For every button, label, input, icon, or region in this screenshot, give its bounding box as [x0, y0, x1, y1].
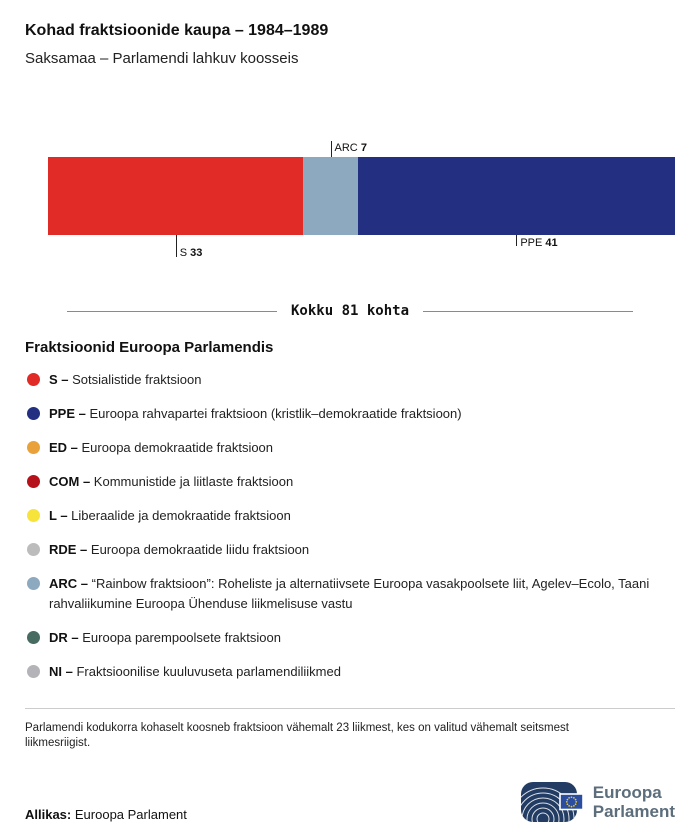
- label-tick-ARC: [331, 141, 332, 157]
- footer: [25, 782, 675, 822]
- legend-item-text: PPE – Euroopa rahvapartei fraktsioon (kristlik–demokraatide fraktsioon): [49, 406, 462, 421]
- legend-item: [25, 370, 675, 390]
- legend-item-text: ARC – “Rainbow fraktsioon”: Roheliste ja alternatiivsete Euroopa vasakpoolsete liit, Agelev–Ecolo, Taani rahvaliikumine Euroopa Ühenduse liikmelisuse vastu: [49, 576, 650, 611]
- legend-item-text: ED – Euroopa demokraatide fraktsioon: [49, 440, 274, 455]
- stacked-bar: [48, 157, 675, 235]
- legend-color-dot: [27, 373, 40, 386]
- legend-color-dot: [27, 543, 40, 556]
- legend: [25, 370, 675, 682]
- footnote: Parlamendi kodukorra kohaselt koosneb fraktsioon vähemalt 23 liikmest, kes on valitud vähemalt seitsmest liikmesriigist.: [25, 722, 569, 749]
- legend-item: [25, 540, 675, 560]
- legend-item: [25, 472, 675, 492]
- european-parliament-logo: [521, 782, 675, 822]
- legend-item-text: S – Sotsialistide fraktsioon: [49, 372, 202, 387]
- legend-color-dot: [27, 441, 40, 454]
- legend-item: [25, 438, 675, 458]
- legend-color-dot: [27, 407, 40, 420]
- segment-label-PPE: PPE 41: [520, 237, 558, 249]
- source-line: [25, 807, 187, 822]
- legend-color-dot: [27, 509, 40, 522]
- legend-color-dot: [27, 631, 40, 644]
- legend-item: [25, 506, 675, 526]
- legend-heading: Fraktsioonid Euroopa Parlamendis: [25, 339, 274, 356]
- legend-item-text: NI – Fraktsioonilise kuuluvuseta parlamendiliikmed: [49, 664, 341, 679]
- eu-flag-icon: [560, 794, 583, 810]
- source-text: Euroopa Parlament: [74, 807, 187, 822]
- chart-title: Kohad fraktsioonide kaupa – 1984–1989: [25, 22, 329, 39]
- legend-color-dot: [27, 577, 40, 590]
- legend-color-dot: [27, 475, 40, 488]
- segment-label-ARC: ARC 7: [334, 142, 367, 154]
- legend-item-text: RDE – Euroopa demokraatide liidu fraktsioon: [49, 542, 310, 557]
- total-rule-left: [67, 311, 277, 312]
- ep-hemicycle-icon: [521, 782, 585, 822]
- legend-color-dot: [27, 665, 40, 678]
- logo-wordmark: [593, 783, 675, 821]
- footnote-divider: [25, 708, 675, 709]
- label-tick-S: [176, 235, 177, 257]
- legend-item-text: COM – Kommunistide ja liitlaste fraktsioon: [49, 474, 294, 489]
- label-tick-PPE: [516, 235, 517, 246]
- total-seats-row: [67, 303, 633, 319]
- legend-item-text: L – Liberaalide ja demokraatide fraktsioon: [49, 508, 291, 523]
- bar-segment-S: [48, 157, 303, 235]
- total-rule-right: [423, 311, 633, 312]
- logo-line2: Parlament: [592, 802, 675, 821]
- legend-item: [25, 404, 675, 424]
- segment-label-S: S 33: [179, 247, 203, 259]
- logo-line1: Euroopa: [592, 783, 662, 802]
- legend-item-text: DR – Euroopa parempoolsete fraktsioon: [49, 630, 281, 645]
- bar-segment-ARC: [303, 157, 357, 235]
- chart-area: [48, 117, 675, 267]
- chart-subtitle: Saksamaa – Parlamendi lahkuv koosseis: [25, 50, 299, 67]
- legend-item: [25, 574, 675, 614]
- total-seats-label: Kokku 81 kohta: [291, 303, 410, 319]
- legend-item: [25, 662, 675, 682]
- source-label: Allikas:: [25, 807, 72, 822]
- bar-segment-PPE: [358, 157, 675, 235]
- legend-item: [25, 628, 675, 648]
